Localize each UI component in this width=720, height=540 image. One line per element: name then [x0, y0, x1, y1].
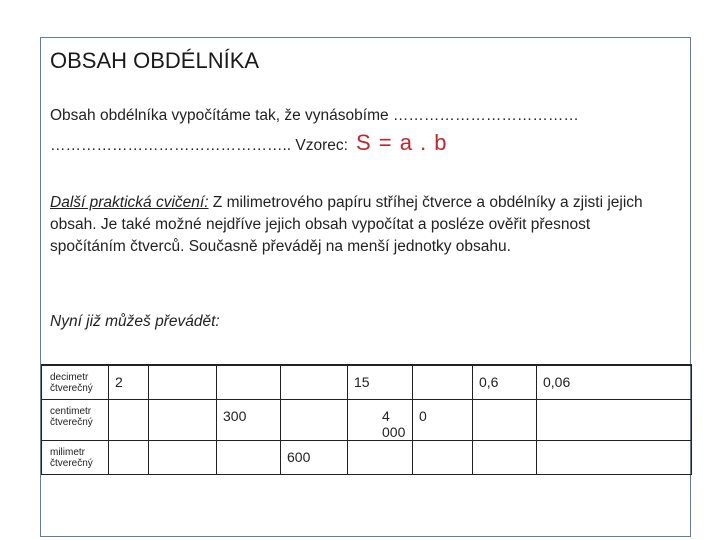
definition-line-1: Obsah obdélníka vypočítáme tak, že vynásobíme ………………………………: [50, 107, 579, 124]
table-cell[interactable]: [281, 365, 348, 399]
table-cell[interactable]: 0: [413, 399, 473, 440]
now-convert-label: Nyní již můžeš převádět:: [50, 313, 220, 330]
table-cell[interactable]: [537, 399, 692, 440]
table-cell[interactable]: 0,06: [537, 365, 692, 399]
table-row: [42, 440, 692, 474]
table-cell[interactable]: [281, 399, 348, 440]
table-cell[interactable]: [473, 399, 537, 440]
practical-heading: Další praktická cvičení:: [50, 194, 209, 211]
table-cell[interactable]: [413, 365, 473, 399]
practical-text: Z milimetrového papíru stříhej čtverce a obdélníky a zjisti jejich obsah. Je také možné nejdříve jejich obsah vypočítat a posléze ověřit přesnost spočítáním čtverců. Současně převáděj na menší jednotky obsahu.: [50, 194, 643, 255]
table-cell[interactable]: 0,6: [473, 365, 537, 399]
definition-line-2-text: ……………………………………….. Vzorec:: [50, 137, 348, 154]
table-cell[interactable]: 300: [217, 399, 281, 440]
table-cell[interactable]: [217, 440, 281, 474]
table-cell[interactable]: [473, 440, 537, 474]
unit-label: centimetr čtverečný: [42, 399, 109, 440]
table-cell[interactable]: [149, 365, 217, 399]
table-cell[interactable]: 2: [109, 365, 149, 399]
unit-label: milimetr čtverečný: [42, 440, 109, 474]
conversion-table: [41, 364, 692, 475]
table-cell[interactable]: [149, 399, 217, 440]
table-cell[interactable]: 4 000: [348, 399, 413, 440]
practical-exercises: [50, 192, 670, 258]
table-cell[interactable]: [348, 440, 413, 474]
table-cell[interactable]: 15: [348, 365, 413, 399]
table-cell[interactable]: 600: [281, 440, 348, 474]
table-cell[interactable]: [217, 365, 281, 399]
table-row: [42, 399, 692, 440]
table-cell[interactable]: [149, 440, 217, 474]
table-cell[interactable]: [537, 440, 692, 474]
table-cell[interactable]: [109, 440, 149, 474]
definition-line-2: [50, 130, 448, 156]
page-title: OBSAH OBDÉLNÍKA: [50, 48, 260, 73]
area-formula: S = a . b: [355, 130, 448, 155]
table-cell[interactable]: [109, 399, 149, 440]
table-cell[interactable]: [413, 440, 473, 474]
table-row: [42, 365, 692, 399]
unit-label: decimetr čtverečný: [42, 365, 109, 399]
